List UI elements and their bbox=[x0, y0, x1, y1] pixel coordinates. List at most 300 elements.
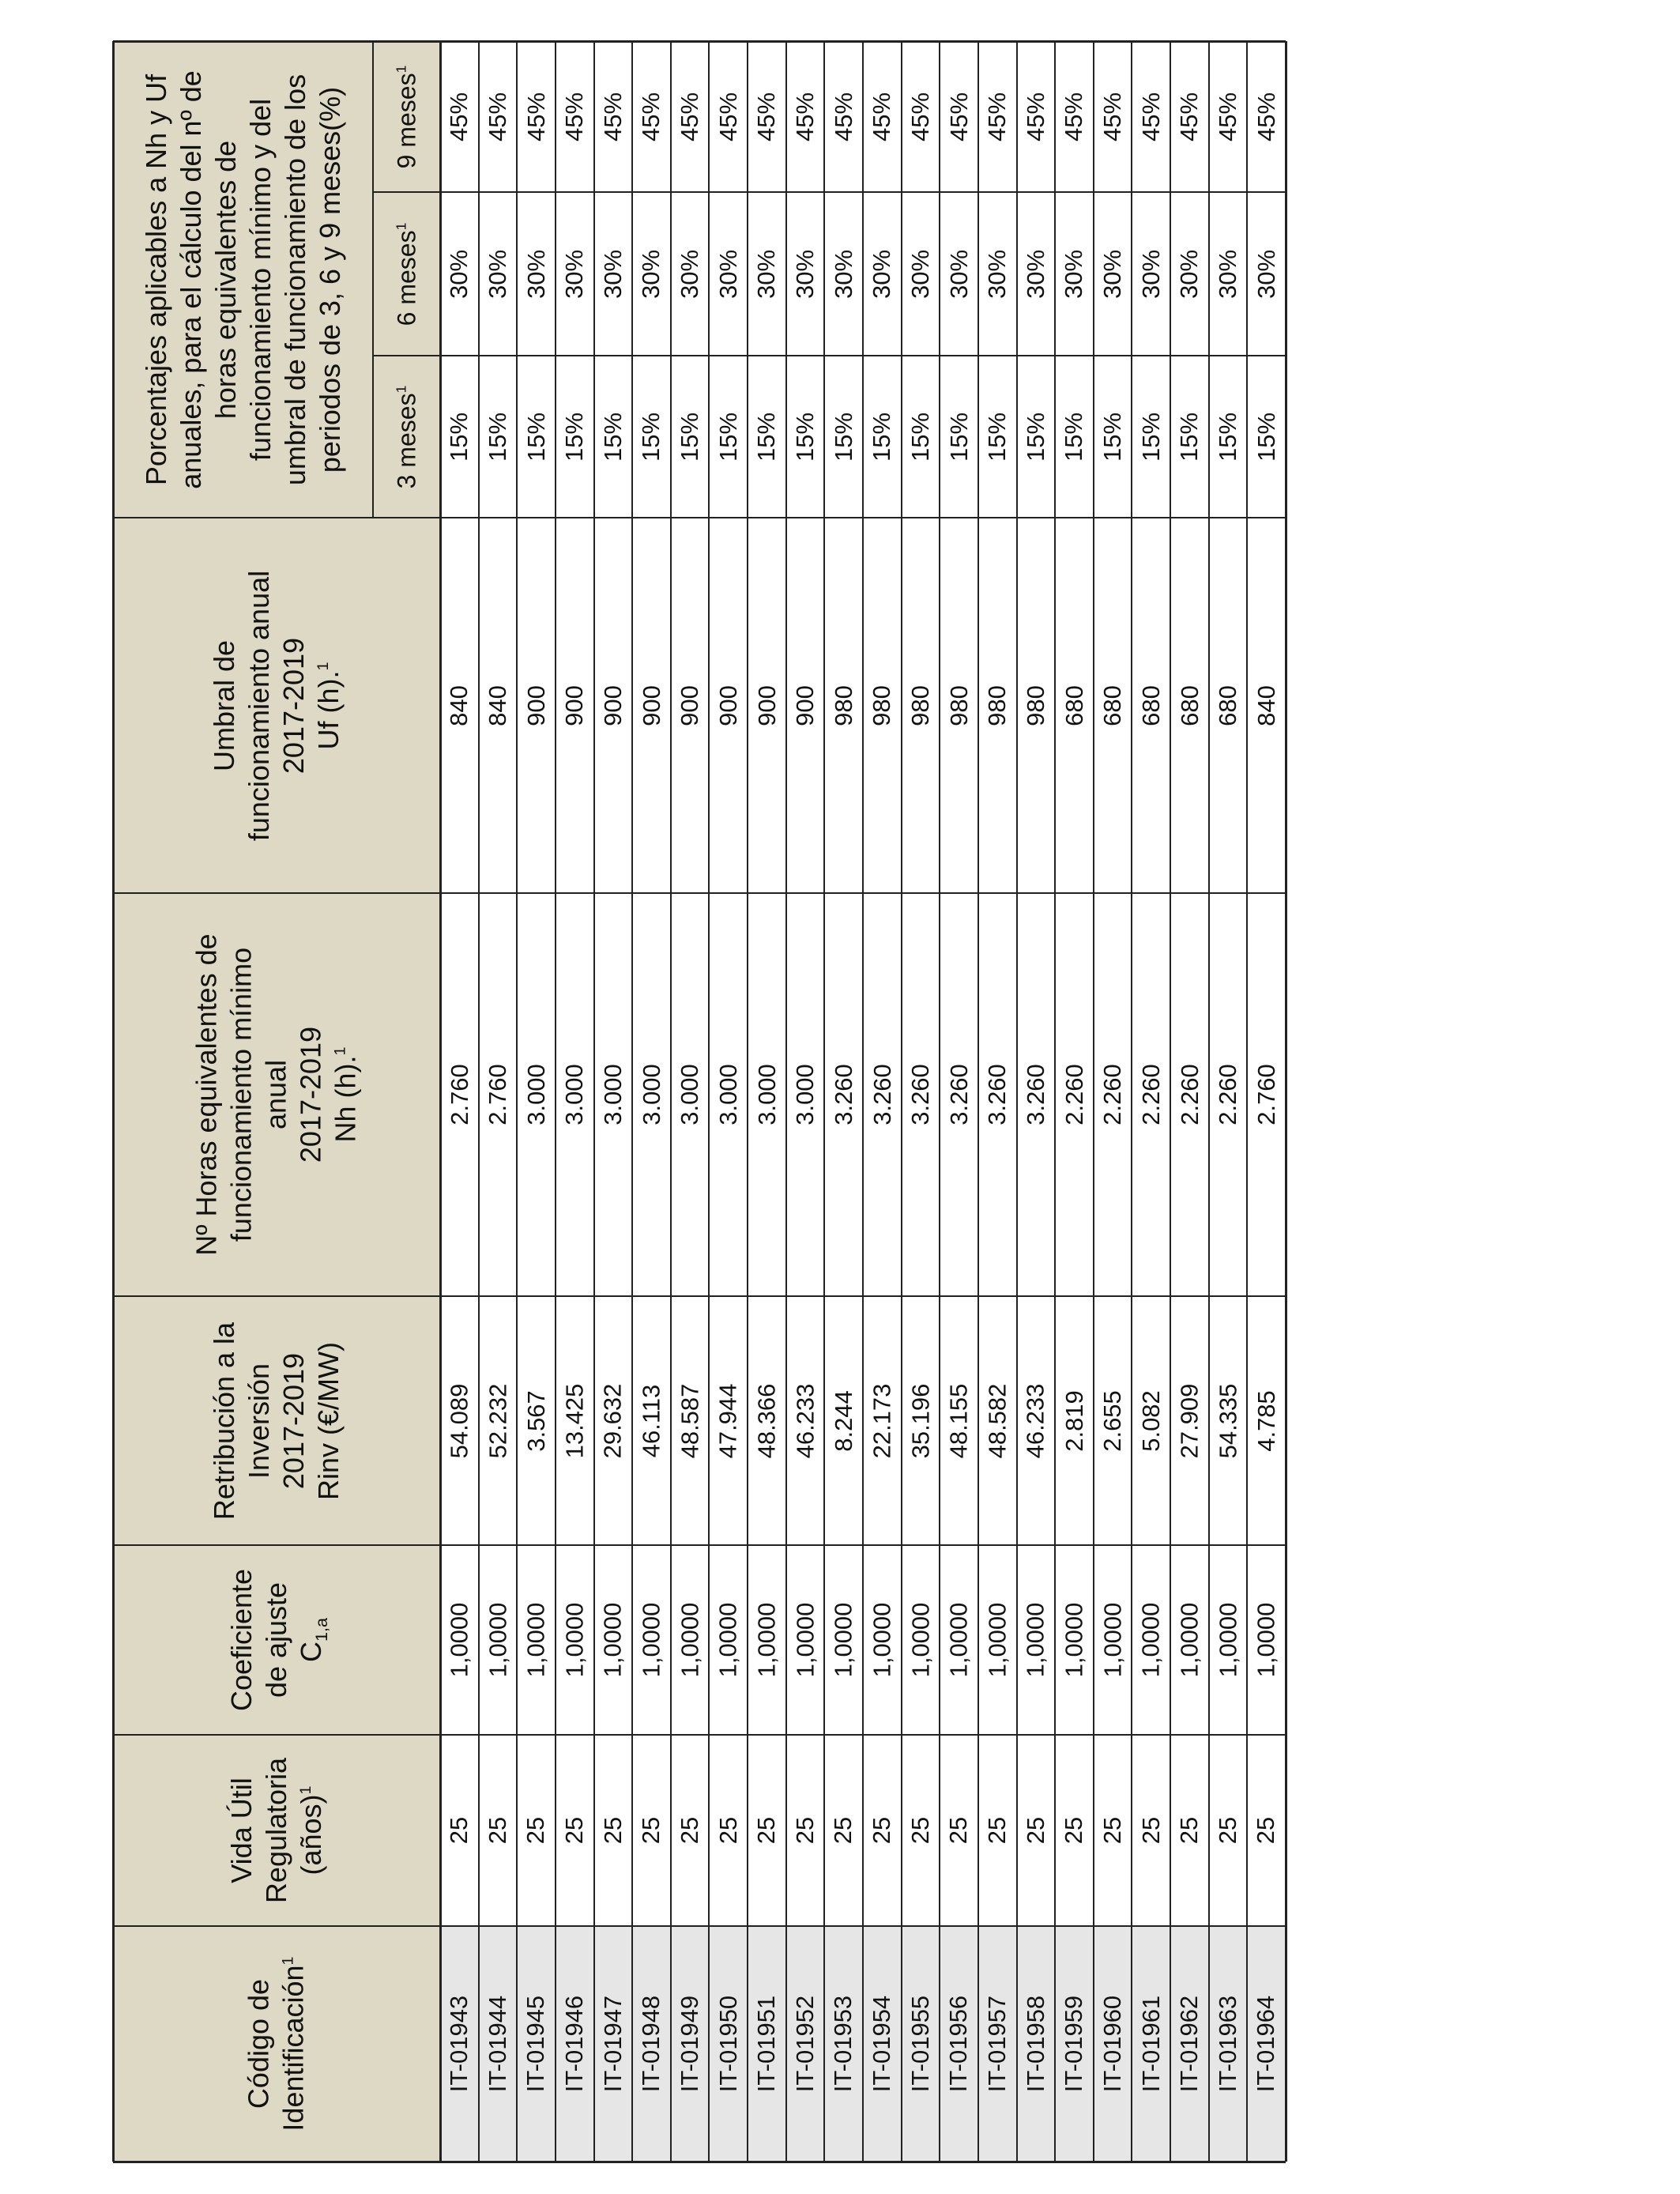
cell-value-m6: 30% bbox=[445, 249, 473, 299]
table-cell-rinv bbox=[517, 1296, 556, 1545]
cell-value-codigo: IT-01962 bbox=[1175, 1995, 1203, 2093]
table-cell-coef bbox=[1055, 1545, 1094, 1735]
table-cell-m9 bbox=[978, 41, 1017, 192]
footnote-mark: 1 bbox=[393, 65, 409, 73]
table-cell-m3 bbox=[824, 356, 863, 518]
cell-value-m6: 30% bbox=[714, 249, 742, 299]
table-cell-rinv bbox=[1055, 1296, 1094, 1545]
row-separator bbox=[1016, 41, 1018, 2162]
table-cell-vida bbox=[632, 1735, 671, 1926]
cell-value-nh: 3.000 bbox=[676, 1064, 704, 1125]
cell-value-m6: 30% bbox=[1136, 249, 1165, 299]
cell-value-rinv: 54.089 bbox=[445, 1383, 473, 1458]
cell-value-m6: 30% bbox=[1098, 249, 1127, 299]
table-cell-coef bbox=[671, 1545, 710, 1735]
table-cell-m9 bbox=[632, 41, 671, 192]
cell-value-codigo: IT-01950 bbox=[714, 1995, 742, 2093]
cell-value-m9: 45% bbox=[1252, 92, 1280, 141]
table-cell-m9 bbox=[748, 41, 786, 192]
table-cell-nh bbox=[824, 893, 863, 1296]
cell-value-m9: 45% bbox=[944, 92, 973, 141]
cell-value-m3: 15% bbox=[637, 412, 665, 462]
table-cell-m9 bbox=[1170, 41, 1209, 192]
table-cell-nh bbox=[902, 893, 940, 1296]
table-cell-vida bbox=[556, 1735, 594, 1926]
table-cell-m6 bbox=[863, 192, 902, 356]
table-cell-rinv bbox=[1017, 1296, 1056, 1545]
cell-value-coef: 1,0000 bbox=[1021, 1602, 1049, 1678]
table-cell-uf bbox=[902, 518, 940, 893]
header-retribucion-label: Retribución a la Inversión 2017-2019 Rinv (€/MW) bbox=[207, 1321, 345, 1520]
cell-value-m3: 15% bbox=[868, 412, 896, 462]
cell-value-rinv: 3.567 bbox=[522, 1389, 550, 1452]
table-cell-m9 bbox=[479, 41, 518, 192]
table-cell-coef bbox=[1247, 1545, 1286, 1735]
cell-value-nh: 2.760 bbox=[1252, 1064, 1280, 1125]
cell-value-nh: 2.760 bbox=[483, 1064, 511, 1125]
table-cell-uf bbox=[786, 518, 825, 893]
table-cell-rinv bbox=[632, 1296, 671, 1545]
table-cell-m6 bbox=[709, 192, 748, 356]
table-cell-m6 bbox=[479, 192, 518, 356]
cell-value-m9: 45% bbox=[752, 92, 781, 141]
cell-value-rinv: 2.655 bbox=[1098, 1389, 1127, 1452]
cell-value-nh: 3.000 bbox=[791, 1064, 819, 1125]
cell-value-m6: 30% bbox=[791, 249, 819, 299]
cell-value-uf: 900 bbox=[752, 684, 781, 726]
cell-value-uf: 980 bbox=[868, 684, 896, 726]
cell-value-rinv: 29.632 bbox=[598, 1383, 627, 1458]
table-cell-m6 bbox=[517, 192, 556, 356]
table-cell-rinv bbox=[1132, 1296, 1170, 1545]
table-cell-uf bbox=[594, 518, 633, 893]
coef-subscript: 1,a bbox=[311, 1617, 332, 1642]
cell-value-nh: 3.000 bbox=[714, 1064, 742, 1125]
table-cell-rinv bbox=[594, 1296, 633, 1545]
table-cell-vida bbox=[594, 1735, 633, 1926]
cell-value-uf: 900 bbox=[598, 684, 627, 726]
cell-value-m9: 45% bbox=[791, 92, 819, 141]
table-cell-nh bbox=[632, 893, 671, 1296]
cell-value-rinv: 48.582 bbox=[983, 1383, 1011, 1458]
cell-value-rinv: 48.587 bbox=[676, 1383, 704, 1458]
table-cell-m9 bbox=[440, 41, 479, 192]
cell-value-rinv: 46.233 bbox=[791, 1383, 819, 1458]
table-cell-m9 bbox=[824, 41, 863, 192]
table-cell-rinv bbox=[1094, 1296, 1132, 1545]
cell-value-nh: 3.260 bbox=[944, 1064, 973, 1125]
table-cell-m9 bbox=[594, 41, 633, 192]
table-cell-codigo bbox=[556, 1926, 594, 2162]
table-cell-vida bbox=[1094, 1735, 1132, 1926]
row-separator bbox=[478, 41, 480, 2162]
cell-value-nh: 3.260 bbox=[829, 1064, 857, 1125]
cell-value-vida: 25 bbox=[445, 1816, 473, 1845]
table-cell-nh bbox=[594, 893, 633, 1296]
table-cell-codigo bbox=[1017, 1926, 1056, 2162]
table-cell-coef bbox=[824, 1545, 863, 1735]
table-cell-codigo bbox=[1247, 1926, 1286, 2162]
table-cell-m9 bbox=[709, 41, 748, 192]
header-9-meses bbox=[373, 41, 440, 192]
table-cell-m3 bbox=[940, 356, 978, 518]
cell-value-uf: 680 bbox=[1214, 684, 1242, 726]
cell-value-codigo: IT-01949 bbox=[676, 1995, 704, 2093]
cell-value-nh: 2.260 bbox=[1060, 1064, 1088, 1125]
column-separator bbox=[373, 191, 1286, 193]
table-cell-coef bbox=[517, 1545, 556, 1735]
header-6-meses bbox=[373, 192, 440, 356]
cell-value-m6: 30% bbox=[868, 249, 896, 299]
table-cell-uf bbox=[440, 518, 479, 893]
cell-value-codigo: IT-01945 bbox=[522, 1995, 550, 2093]
header-3-meses-label: 3 meses$^1$ bbox=[392, 385, 421, 488]
table-cell-uf bbox=[632, 518, 671, 893]
row-separator bbox=[555, 41, 556, 2162]
cell-value-coef: 1,0000 bbox=[1175, 1602, 1203, 1678]
cell-value-coef: 1,0000 bbox=[752, 1602, 781, 1678]
cell-value-m6: 30% bbox=[829, 249, 857, 299]
cell-value-uf: 900 bbox=[637, 684, 665, 726]
table-cell-codigo bbox=[1055, 1926, 1094, 2162]
cell-value-m6: 30% bbox=[1175, 249, 1203, 299]
row-separator bbox=[1246, 41, 1248, 2162]
table-cell-vida bbox=[902, 1735, 940, 1926]
table-cell-coef bbox=[440, 1545, 479, 1735]
cell-value-rinv: 54.335 bbox=[1214, 1383, 1242, 1458]
table-cell-nh bbox=[863, 893, 902, 1296]
cell-value-uf: 900 bbox=[560, 684, 589, 726]
cell-value-m3: 15% bbox=[1214, 412, 1242, 462]
cell-value-rinv: 48.366 bbox=[752, 1383, 781, 1458]
cell-value-coef: 1,0000 bbox=[676, 1602, 704, 1678]
table-cell-m6 bbox=[1094, 192, 1132, 356]
cell-value-m3: 15% bbox=[676, 412, 704, 462]
cell-value-vida: 25 bbox=[906, 1816, 934, 1845]
table-cell-uf bbox=[824, 518, 863, 893]
table-cell-m3 bbox=[748, 356, 786, 518]
cell-value-vida: 25 bbox=[676, 1816, 704, 1845]
cell-value-codigo: IT-01951 bbox=[752, 1995, 781, 2093]
cell-value-vida: 25 bbox=[1252, 1816, 1280, 1845]
column-separator bbox=[113, 1544, 1286, 1546]
table-cell-m9 bbox=[1017, 41, 1056, 192]
cell-value-m9: 45% bbox=[714, 92, 742, 141]
table-cell-uf bbox=[479, 518, 518, 893]
table-cell-m6 bbox=[786, 192, 825, 356]
row-separator bbox=[516, 41, 518, 2162]
table-cell-codigo bbox=[517, 1926, 556, 2162]
cell-value-codigo: IT-01948 bbox=[637, 1995, 665, 2093]
table-cell-nh bbox=[517, 893, 556, 1296]
cell-value-codigo: IT-01961 bbox=[1136, 1995, 1165, 2093]
cell-value-codigo: IT-01943 bbox=[445, 1995, 473, 2093]
cell-value-coef: 1,0000 bbox=[906, 1602, 934, 1678]
cell-value-m3: 15% bbox=[483, 412, 511, 462]
table-cell-m3 bbox=[902, 356, 940, 518]
row-separator bbox=[631, 41, 633, 2162]
row-separator bbox=[901, 41, 902, 2162]
table-cell-coef bbox=[1094, 1545, 1132, 1735]
cell-value-m3: 15% bbox=[1060, 412, 1088, 462]
row-separator bbox=[670, 41, 672, 2162]
table-cell-codigo bbox=[1209, 1926, 1248, 2162]
table-cell-vida bbox=[1209, 1735, 1248, 1926]
cell-value-codigo: IT-01958 bbox=[1021, 1995, 1049, 2093]
cell-value-m6: 30% bbox=[1021, 249, 1049, 299]
table-cell-coef bbox=[1209, 1545, 1248, 1735]
cell-value-rinv: 46.233 bbox=[1021, 1383, 1049, 1458]
cell-value-m3: 15% bbox=[445, 412, 473, 462]
header-umbral-uf bbox=[113, 518, 440, 893]
table-cell-coef bbox=[556, 1545, 594, 1735]
table-cell-vida bbox=[863, 1735, 902, 1926]
table-cell-m6 bbox=[824, 192, 863, 356]
table-cell-m6 bbox=[1017, 192, 1056, 356]
table-cell-codigo bbox=[1170, 1926, 1209, 2162]
table-cell-codigo bbox=[632, 1926, 671, 2162]
table-cell-m3 bbox=[479, 356, 518, 518]
cell-value-nh: 3.000 bbox=[522, 1064, 550, 1125]
row-separator bbox=[747, 41, 748, 2162]
cell-value-rinv: 27.909 bbox=[1175, 1383, 1203, 1458]
cell-value-m9: 45% bbox=[1021, 92, 1049, 141]
cell-value-coef: 1,0000 bbox=[944, 1602, 973, 1678]
table-cell-nh bbox=[1132, 893, 1170, 1296]
table-cell-m6 bbox=[1170, 192, 1209, 356]
row-separator bbox=[823, 41, 825, 2162]
cell-value-codigo: IT-01947 bbox=[598, 1995, 627, 2093]
table-cell-coef bbox=[940, 1545, 978, 1735]
cell-value-uf: 680 bbox=[1136, 684, 1165, 726]
table-cell-vida bbox=[1132, 1735, 1170, 1926]
cell-value-vida: 25 bbox=[1214, 1816, 1242, 1845]
cell-value-rinv: 2.819 bbox=[1060, 1389, 1088, 1452]
header-codigo bbox=[113, 1926, 440, 2162]
table-cell-uf bbox=[1094, 518, 1132, 893]
header-3-meses bbox=[373, 356, 440, 518]
cell-value-m6: 30% bbox=[906, 249, 934, 299]
cell-value-rinv: 5.082 bbox=[1136, 1389, 1165, 1452]
cell-value-nh: 2.260 bbox=[1175, 1064, 1203, 1125]
cell-value-m6: 30% bbox=[676, 249, 704, 299]
cell-value-uf: 900 bbox=[791, 684, 819, 726]
table-cell-codigo bbox=[863, 1926, 902, 2162]
cell-value-nh: 3.260 bbox=[1021, 1064, 1049, 1125]
table-cell-codigo bbox=[671, 1926, 710, 2162]
table-cell-vida bbox=[1017, 1735, 1056, 1926]
table-cell-rinv bbox=[940, 1296, 978, 1545]
table-cell-rinv bbox=[978, 1296, 1017, 1545]
table-cell-nh bbox=[1247, 893, 1286, 1296]
table-cell-codigo bbox=[440, 1926, 479, 2162]
table-cell-rinv bbox=[1247, 1296, 1286, 1545]
cell-value-m3: 15% bbox=[1175, 412, 1203, 462]
cell-value-coef: 1,0000 bbox=[1214, 1602, 1242, 1678]
header-horas-nh-label: Nº Horas equivalentes de funcionamiento mínimo anual 2017-2019 Nh (h).$^1$ bbox=[190, 933, 362, 1256]
cell-value-codigo: IT-01944 bbox=[483, 1995, 511, 2093]
header-porcentajes bbox=[113, 41, 373, 518]
subheader-separator bbox=[372, 41, 374, 518]
cell-value-coef: 1,0000 bbox=[560, 1602, 589, 1678]
table-cell-nh bbox=[1055, 893, 1094, 1296]
table-border-top bbox=[113, 40, 1286, 43]
table-cell-m3 bbox=[1055, 356, 1094, 518]
cell-value-rinv: 47.944 bbox=[714, 1383, 742, 1458]
cell-value-m3: 15% bbox=[944, 412, 973, 462]
cell-value-codigo: IT-01956 bbox=[944, 1995, 973, 2093]
table-cell-m3 bbox=[556, 356, 594, 518]
table-cell-m3 bbox=[1017, 356, 1056, 518]
cell-value-uf: 900 bbox=[714, 684, 742, 726]
table-cell-m9 bbox=[863, 41, 902, 192]
row-separator bbox=[708, 41, 710, 2162]
cell-value-uf: 840 bbox=[483, 684, 511, 726]
cell-value-codigo: IT-01953 bbox=[829, 1995, 857, 2093]
table-cell-m6 bbox=[594, 192, 633, 356]
cell-value-m9: 45% bbox=[483, 92, 511, 141]
cell-value-m9: 45% bbox=[1175, 92, 1203, 141]
table-cell-uf bbox=[1170, 518, 1209, 893]
table-cell-vida bbox=[940, 1735, 978, 1926]
table-cell-m3 bbox=[594, 356, 633, 518]
cell-value-m9: 45% bbox=[522, 92, 550, 141]
table-cell-m9 bbox=[1055, 41, 1094, 192]
table-cell-m9 bbox=[1247, 41, 1286, 192]
cell-value-rinv: 46.113 bbox=[637, 1384, 665, 1457]
cell-value-m3: 15% bbox=[598, 412, 627, 462]
cell-value-uf: 840 bbox=[445, 684, 473, 726]
cell-value-m9: 45% bbox=[560, 92, 589, 141]
table-cell-m3 bbox=[632, 356, 671, 518]
header-6-meses-label: 6 meses$^1$ bbox=[392, 222, 421, 326]
table-cell-m3 bbox=[1094, 356, 1132, 518]
cell-value-codigo: IT-01954 bbox=[868, 1995, 896, 2093]
cell-value-vida: 25 bbox=[637, 1816, 665, 1845]
cell-value-m6: 30% bbox=[944, 249, 973, 299]
table-cell-codigo bbox=[786, 1926, 825, 2162]
table-cell-m9 bbox=[556, 41, 594, 192]
table-cell-m3 bbox=[517, 356, 556, 518]
cell-value-m9: 45% bbox=[598, 92, 627, 141]
cell-value-m3: 15% bbox=[1252, 412, 1280, 462]
column-separator bbox=[373, 355, 1286, 356]
table-cell-m3 bbox=[709, 356, 748, 518]
table-cell-codigo bbox=[1132, 1926, 1170, 2162]
table-cell-m6 bbox=[440, 192, 479, 356]
table-cell-rinv bbox=[902, 1296, 940, 1545]
table-cell-codigo bbox=[824, 1926, 863, 2162]
table-cell-nh bbox=[1170, 893, 1209, 1296]
cell-value-vida: 25 bbox=[522, 1816, 550, 1845]
table-cell-nh bbox=[940, 893, 978, 1296]
table-cell-rinv bbox=[786, 1296, 825, 1545]
table-cell-vida bbox=[440, 1735, 479, 1926]
table-cell-m6 bbox=[632, 192, 671, 356]
cell-value-codigo: IT-01963 bbox=[1214, 1995, 1242, 2093]
cell-value-m3: 15% bbox=[791, 412, 819, 462]
cell-value-vida: 25 bbox=[791, 1816, 819, 1845]
cell-value-m6: 30% bbox=[522, 249, 550, 299]
cell-value-m9: 45% bbox=[637, 92, 665, 141]
cell-value-coef: 1,0000 bbox=[714, 1602, 742, 1678]
table-cell-codigo bbox=[479, 1926, 518, 2162]
table-cell-uf bbox=[1209, 518, 1248, 893]
table-cell-vida bbox=[748, 1735, 786, 1926]
cell-value-nh: 2.260 bbox=[1136, 1064, 1165, 1125]
cell-value-m9: 45% bbox=[1060, 92, 1088, 141]
footnote-mark: 1 bbox=[332, 1046, 349, 1056]
row-separator bbox=[785, 41, 787, 2162]
cell-value-m3: 15% bbox=[752, 412, 781, 462]
cell-value-coef: 1,0000 bbox=[637, 1602, 665, 1678]
header-vida-util-label: Vida Útil Regulatoria (años)$^1$ bbox=[225, 1757, 327, 1904]
cell-value-rinv: 52.232 bbox=[483, 1383, 511, 1458]
cell-value-uf: 840 bbox=[1252, 684, 1280, 726]
cell-value-codigo: IT-01959 bbox=[1060, 1995, 1088, 2093]
cell-value-nh: 3.000 bbox=[598, 1064, 627, 1125]
cell-value-vida: 25 bbox=[1021, 1816, 1049, 1845]
cell-value-m9: 45% bbox=[906, 92, 934, 141]
cell-value-m9: 45% bbox=[868, 92, 896, 141]
table-cell-uf bbox=[978, 518, 1017, 893]
cell-value-nh: 3.260 bbox=[868, 1064, 896, 1125]
table-cell-coef bbox=[709, 1545, 748, 1735]
cell-value-m3: 15% bbox=[1098, 412, 1127, 462]
table-cell-coef bbox=[1132, 1545, 1170, 1735]
table-cell-uf bbox=[709, 518, 748, 893]
table-cell-coef bbox=[863, 1545, 902, 1735]
cell-value-uf: 980 bbox=[829, 684, 857, 726]
cell-value-vida: 25 bbox=[829, 1816, 857, 1845]
cell-value-vida: 25 bbox=[560, 1816, 589, 1845]
table-cell-m3 bbox=[671, 356, 710, 518]
cell-value-coef: 1,0000 bbox=[983, 1602, 1011, 1678]
table-cell-m9 bbox=[1094, 41, 1132, 192]
cell-value-vida: 25 bbox=[752, 1816, 781, 1845]
table-cell-m3 bbox=[786, 356, 825, 518]
cell-value-uf: 680 bbox=[1060, 684, 1088, 726]
footnote-mark: 1 bbox=[315, 661, 332, 670]
cell-value-m3: 15% bbox=[983, 412, 1011, 462]
table-cell-m6 bbox=[1247, 192, 1286, 356]
table-cell-vida bbox=[709, 1735, 748, 1926]
footnote-mark: 1 bbox=[393, 222, 409, 230]
table-cell-vida bbox=[1055, 1735, 1094, 1926]
cell-value-m9: 45% bbox=[983, 92, 1011, 141]
table-cell-codigo bbox=[1094, 1926, 1132, 2162]
cell-value-uf: 980 bbox=[1021, 684, 1049, 726]
header-coeficiente bbox=[113, 1545, 440, 1735]
cell-value-coef: 1,0000 bbox=[1098, 1602, 1127, 1678]
row-separator bbox=[1093, 41, 1094, 2162]
table-cell-rinv bbox=[556, 1296, 594, 1545]
cell-value-vida: 25 bbox=[983, 1816, 1011, 1845]
table-cell-codigo bbox=[594, 1926, 633, 2162]
cell-value-coef: 1,0000 bbox=[445, 1602, 473, 1678]
table-cell-nh bbox=[1209, 893, 1248, 1296]
table-cell-uf bbox=[1132, 518, 1170, 893]
table-cell-m6 bbox=[671, 192, 710, 356]
row-separator bbox=[939, 41, 940, 2162]
cell-value-m9: 45% bbox=[1098, 92, 1127, 141]
table-cell-m9 bbox=[1209, 41, 1248, 192]
cell-value-m6: 30% bbox=[598, 249, 627, 299]
cell-value-uf: 980 bbox=[906, 684, 934, 726]
cell-value-vida: 25 bbox=[1098, 1816, 1127, 1845]
cell-value-m6: 30% bbox=[1252, 249, 1280, 299]
table-cell-rinv bbox=[748, 1296, 786, 1545]
